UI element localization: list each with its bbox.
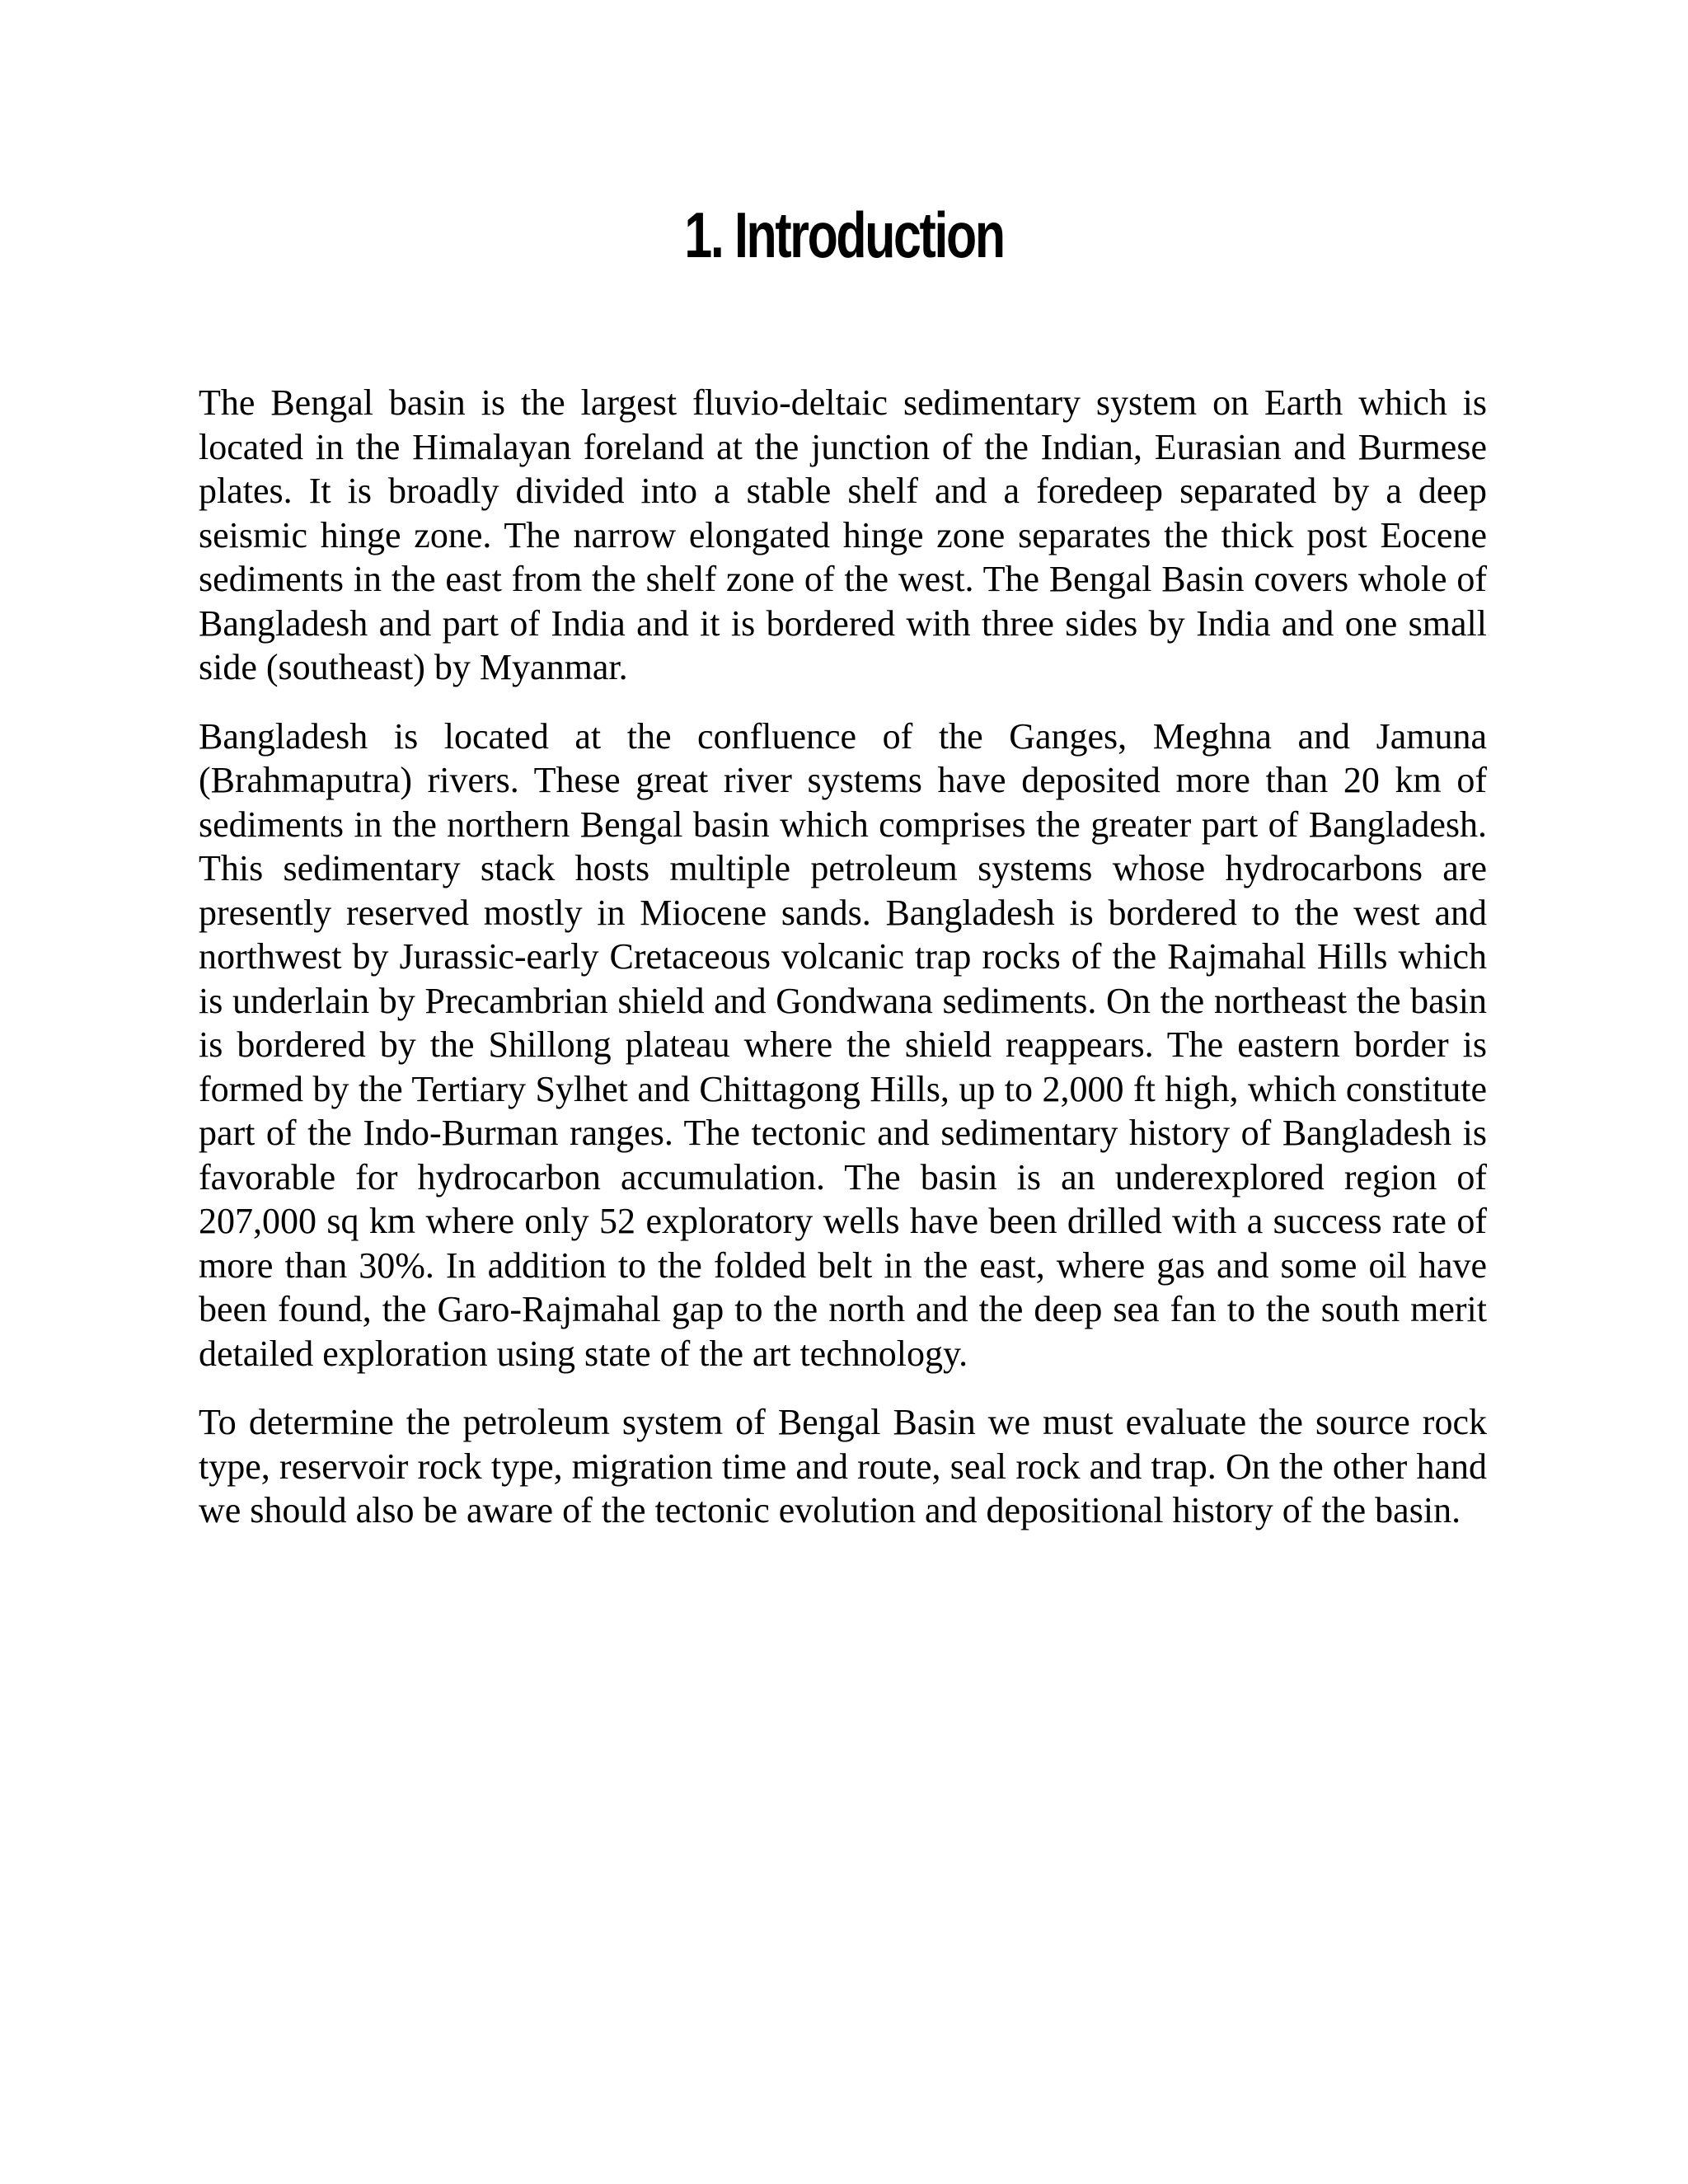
body-text [199, 381, 1487, 1558]
paragraph-2: Bangladesh is located at the confluence of the Ganges, Meghna and Jamuna (Brahmaputra) rivers. These great river systems have deposited more than 20 km of sediments in the northern Bengal basin which comprises the greater part of Bangladesh. This sedimentary stack hosts multiple petroleum systems whose hydrocarbons are presently reserved mostly in Miocene sands. Bangladesh is bordered to the west and northwest by Jurassic-early Cretaceous volcanic trap rocks of the Rajmahal Hills which is underlain by Precambrian shield and Gondwana sediments. On the northeast the basin is bordered by the Shillong plateau where the shield reappears. The eastern border is formed by the Tertiary Sylhet and Chittagong Hills, up to 2,000 ft high, which constitute part of the Indo-Burman ranges. The tectonic and sedimentary history of Bangladesh is favorable for hydrocarbon accumulation. The basin is an underexplored region of 207,000 sq km where only 52 exploratory wells have been drilled with a success rate of more than 30%. In addition to the folded belt in the east, where gas and some oil have been found, the Garo-Rajmahal gap to the north and the deep sea fan to the south merit detailed exploration using state of the art technology. [199, 715, 1487, 1374]
paragraph-1: The Bengal basin is the largest fluvio-deltaic sedimentary system on Earth which is located in the Himalayan foreland at the junction of the Indian, Eurasian and Burmese plates. It is broadly divided into a stable shelf and a foredeep separated by a deep seismic hinge zone. The narrow elongated hinge zone separates the thick post Eocene sediments in the east from the shelf zone of the west. The Bengal Basin covers whole of Bangladesh and part of India and it is bordered with three sides by India and one small side (southeast) by Myanmar. [199, 382, 1487, 687]
chapter-heading: 1. Introduction [684, 199, 1004, 271]
paragraph-3: To determine the petroleum system of Bengal Basin we must evaluate the source rock type, reservoir rock type, migration time and route, seal rock and trap. On the other hand we should also be aware of the tectonic evolution and depositional history of the basin. [199, 1402, 1487, 1530]
